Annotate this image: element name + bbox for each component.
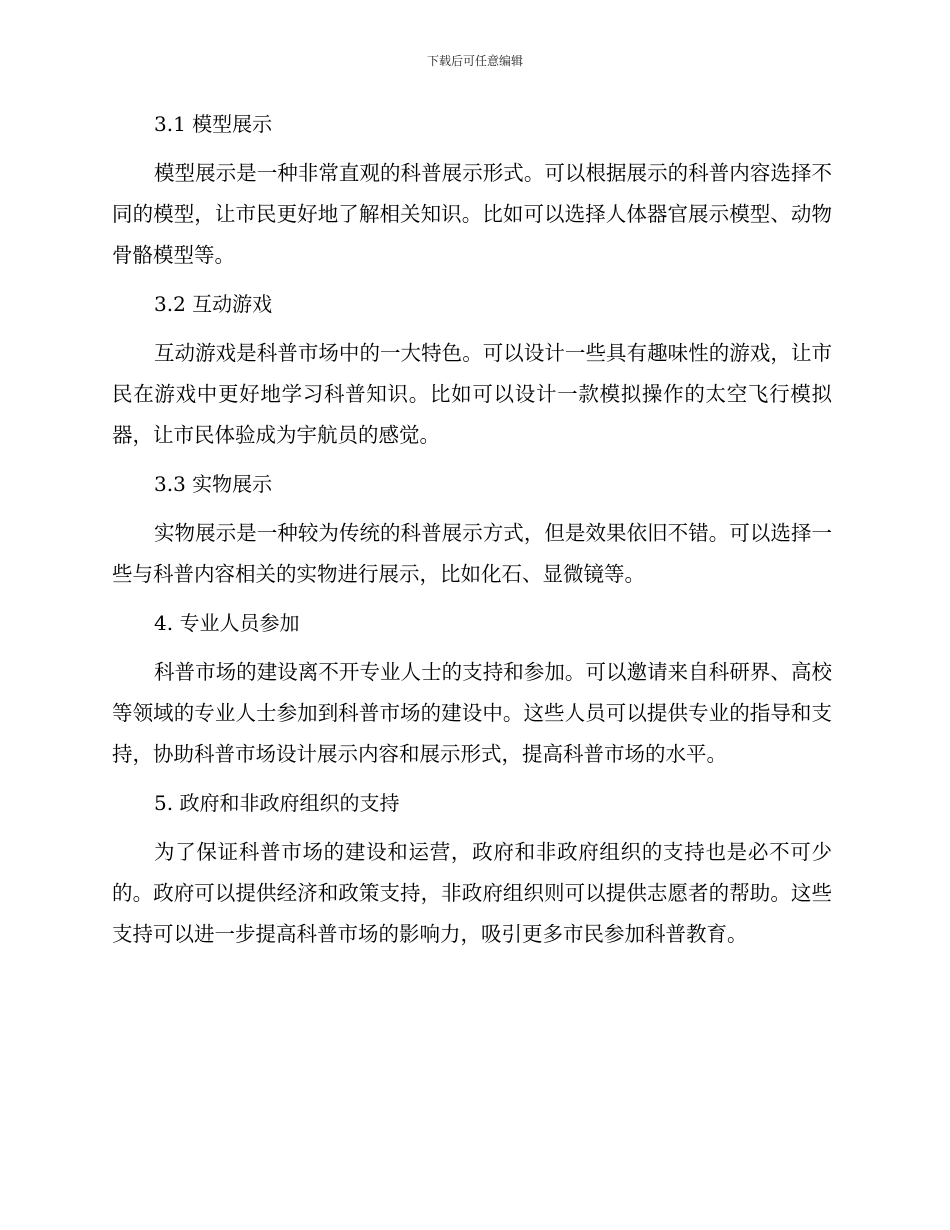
section-paragraph: 互动游戏是科普市场中的一大特色。可以设计一些具有趣味性的游戏，让市民在游戏中更好地学习科普知识。比如可以设计一款模拟操作的太空飞行模拟器，让市民体验成为宇航员的感觉。 <box>112 341 832 447</box>
section-paragraph: 模型展示是一种非常直观的科普展示形式。可以根据展示的科普内容选择不同的模型，让市民更好地了解相关知识。比如可以选择人体器官展示模型、动物骨骼模型等。 <box>112 161 832 267</box>
section-paragraph: 为了保证科普市场的建设和运营，政府和非政府组织的支持也是必不可少的。政府可以提供经济和政策支持，非政府组织则可以提供志愿者的帮助。这些支持可以进一步提高科普市场的影响力，吸引更多市民参加科普教育。 <box>112 840 832 946</box>
section-3-1 <box>112 104 832 276</box>
section-paragraph: 科普市场的建设离不开专业人士的支持和参加。可以邀请来自科研界、高校等领域的专业人士参加到科普市场的建设中。这些人员可以提供专业的指导和支持，协助科普市场设计展示内容和展示形式，提高科普市场的水平。 <box>112 660 832 766</box>
section-5 <box>112 783 832 955</box>
section-3-3 <box>112 464 832 595</box>
section-heading: 4. 专业人员参加 <box>154 611 300 635</box>
section-heading: 3.2 互动游戏 <box>154 292 273 316</box>
document-body <box>112 104 832 963</box>
section-4 <box>112 603 832 775</box>
page-header: 下载后可任意编辑 <box>426 54 523 68</box>
section-heading: 5. 政府和非政府组织的支持 <box>154 791 400 815</box>
section-heading: 3.3 实物展示 <box>154 472 273 496</box>
section-3-2 <box>112 284 832 456</box>
section-paragraph: 实物展示是一种较为传统的科普展示方式，但是效果依旧不错。可以选择一些与科普内容相关的实物进行展示，比如化石、显微镜等。 <box>112 521 832 586</box>
section-heading: 3.1 模型展示 <box>154 112 273 136</box>
